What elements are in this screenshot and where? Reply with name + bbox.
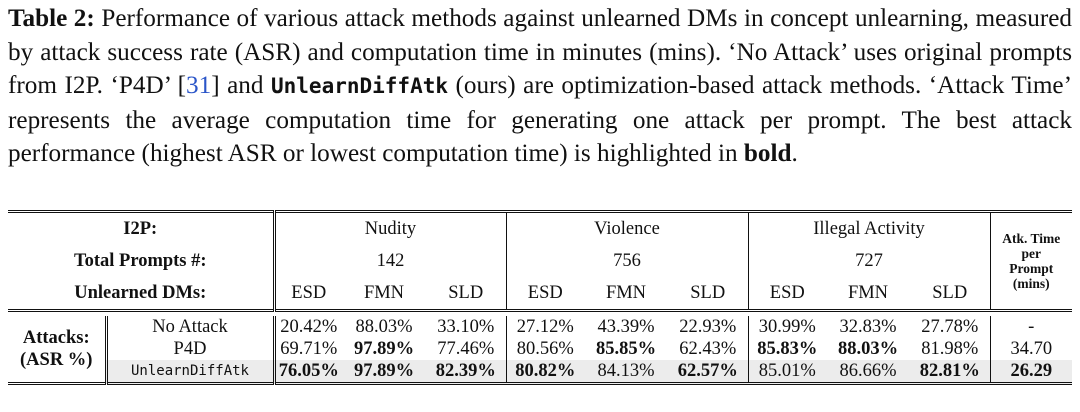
- value-cell: 82.39%: [426, 360, 506, 384]
- attack-time-header: [990, 212, 1072, 311]
- value-cell: 27.78%: [921, 317, 979, 337]
- value-cell: 88.03%: [837, 339, 899, 359]
- value-cell: 27.12%: [506, 316, 584, 338]
- total-illegal: 727: [748, 245, 990, 277]
- value-cell: 88.03%: [355, 317, 413, 337]
- attack-time-header-line2: per: [1021, 246, 1041, 261]
- value-cell: 97.89%: [342, 360, 426, 384]
- dm-esd: ESD: [748, 277, 826, 311]
- caption-text-3: (ours) are optimization-based attack methods. ‘Attack Time’ represents the average computation time for generating one attack per prompt. The best attack performance (highest ASR or lowest computation time) is highlighted in: [8, 72, 1072, 167]
- value-cell: 22.93%: [679, 317, 737, 337]
- dm-esd: ESD: [291, 282, 327, 303]
- method-name: No Attack: [106, 316, 274, 338]
- time-cell: 26.29: [990, 360, 1072, 384]
- concept-header-nudity: Nudity: [364, 218, 417, 239]
- header-row-dms: [8, 277, 1072, 311]
- dm-sld: SLD: [690, 282, 726, 303]
- row-header-total: Total Prompts #:: [8, 245, 274, 277]
- caption-bold-word: bold: [743, 140, 792, 167]
- attack-time-header-line4: (mins): [1012, 276, 1050, 291]
- value-cell: 43.39%: [597, 317, 655, 337]
- dm-fmn: FMN: [847, 282, 889, 303]
- value-cell: 30.99%: [748, 316, 826, 338]
- value-cell: 80.82%: [506, 360, 584, 384]
- value-cell: 20.42%: [280, 317, 338, 337]
- total-violence: 756: [506, 245, 748, 277]
- value-cell: 82.81%: [910, 360, 990, 384]
- header-row-i2p: [8, 212, 1072, 246]
- table-caption: [8, 2, 1072, 171]
- total-nudity: 142: [376, 250, 405, 271]
- method-name: UnlearnDiffAtk: [106, 360, 274, 384]
- row-header-i2p: I2P:: [8, 212, 274, 246]
- dm-sld: SLD: [932, 282, 968, 303]
- value-cell: 77.46%: [437, 339, 495, 359]
- row-header-dms: Unlearned DMs:: [8, 277, 274, 311]
- dm-fmn: FMN: [363, 282, 405, 303]
- caption-text-1: Performance of various attack methods against unlearned DMs in concept unlearning, measured by attack success rate (ASR) and computation time in minutes (mins). ‘No Attack’ uses original prompts from I2P. ‘P4D’ [: [8, 5, 1073, 99]
- dm-esd: ESD: [506, 277, 584, 311]
- attacks-label-line2: (ASR %): [20, 350, 93, 370]
- value-cell: 62.43%: [679, 339, 737, 359]
- method-name: P4D: [106, 338, 274, 360]
- caption-text-2: ] and: [211, 72, 271, 99]
- caption-label: Table 2:: [8, 5, 95, 32]
- time-cell: 34.70: [990, 338, 1072, 360]
- value-cell: 85.85%: [595, 339, 657, 359]
- time-cell: -: [990, 316, 1072, 338]
- dm-sld: SLD: [448, 282, 484, 303]
- value-cell: 80.56%: [506, 338, 584, 360]
- dm-fmn: FMN: [605, 282, 647, 303]
- header-row-total: [8, 245, 1072, 277]
- concept-header-violence: Violence: [506, 212, 748, 246]
- table-row: [8, 338, 1072, 360]
- value-cell: 85.83%: [748, 338, 826, 360]
- table-row: [8, 316, 1072, 338]
- caption-method-name: UnlearnDiffAtk: [271, 74, 449, 98]
- value-cell: 86.66%: [826, 360, 910, 384]
- concept-header-illegal: Illegal Activity: [748, 212, 990, 246]
- attack-time-header-line1: Atk. Time: [1002, 231, 1061, 246]
- attack-time-header-line3: Prompt: [1009, 261, 1054, 276]
- value-cell: 76.05%: [274, 360, 342, 384]
- value-cell: 32.83%: [839, 317, 897, 337]
- results-table-wrapper: [8, 210, 1072, 385]
- results-table: [8, 210, 1072, 385]
- value-cell: 81.98%: [921, 339, 979, 359]
- citation-link[interactable]: 31: [186, 72, 212, 99]
- value-cell: 69.71%: [280, 339, 338, 359]
- table-row-highlighted: [8, 360, 1072, 384]
- attacks-label-line1: Attacks:: [22, 328, 90, 348]
- attacks-label: [8, 316, 106, 384]
- caption-text-4: .: [791, 140, 798, 167]
- value-cell: 97.89%: [353, 339, 415, 359]
- value-cell: 62.57%: [668, 360, 748, 384]
- value-cell: 84.13%: [584, 360, 668, 384]
- value-cell: 85.01%: [748, 360, 826, 384]
- value-cell: 33.10%: [437, 317, 495, 337]
